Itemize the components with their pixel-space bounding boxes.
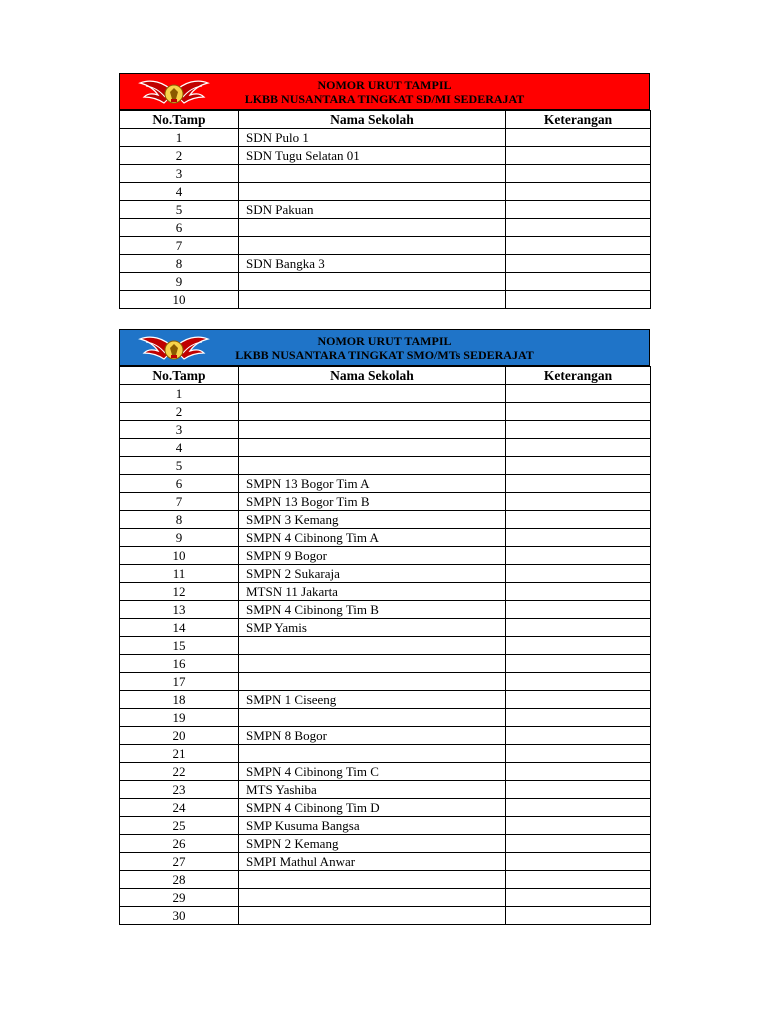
cell-keterangan [506, 129, 651, 147]
table-row [120, 907, 651, 925]
cell-no-tamp: 4 [120, 183, 239, 201]
cell-keterangan [506, 691, 651, 709]
cell-keterangan [506, 165, 651, 183]
header-keterangan: Keterangan [506, 111, 651, 129]
cell-keterangan [506, 583, 651, 601]
cell-nama-sekolah [239, 889, 506, 907]
table-row [120, 475, 651, 493]
header-no-tamp: No.Tamp [120, 367, 239, 385]
table-row [120, 237, 651, 255]
table-row [120, 457, 651, 475]
cell-nama-sekolah [239, 237, 506, 255]
section-smp-mts [119, 329, 650, 925]
cell-no-tamp: 10 [120, 547, 239, 565]
cell-nama-sekolah: SMP Yamis [239, 619, 506, 637]
cell-keterangan [506, 853, 651, 871]
cell-keterangan [506, 511, 651, 529]
cell-no-tamp: 1 [120, 129, 239, 147]
cell-keterangan [506, 709, 651, 727]
table-row [120, 529, 651, 547]
cell-keterangan [506, 273, 651, 291]
cell-nama-sekolah: SDN Pulo 1 [239, 129, 506, 147]
cell-no-tamp: 3 [120, 421, 239, 439]
cell-nama-sekolah [239, 655, 506, 673]
table-row [120, 565, 651, 583]
cell-no-tamp: 6 [120, 219, 239, 237]
cell-keterangan [506, 871, 651, 889]
header-no-tamp: No.Tamp [120, 111, 239, 129]
table-row [120, 745, 651, 763]
table-row [120, 547, 651, 565]
cell-nama-sekolah [239, 745, 506, 763]
cell-nama-sekolah: SDN Tugu Selatan 01 [239, 147, 506, 165]
cell-no-tamp: 23 [120, 781, 239, 799]
table-row [120, 165, 651, 183]
table-header-row [120, 367, 651, 385]
cell-nama-sekolah [239, 219, 506, 237]
cell-nama-sekolah: SMPN 9 Bogor [239, 547, 506, 565]
cell-nama-sekolah: SMPN 4 Cibinong Tim C [239, 763, 506, 781]
cell-nama-sekolah: SMPN 2 Kemang [239, 835, 506, 853]
cell-nama-sekolah: SMPN 3 Kemang [239, 511, 506, 529]
table-row [120, 201, 651, 219]
table-row [120, 709, 651, 727]
banner-title-line1: NOMOR URUT TAMPIL [317, 334, 452, 348]
cell-no-tamp: 19 [120, 709, 239, 727]
cell-nama-sekolah [239, 165, 506, 183]
cell-no-tamp: 25 [120, 817, 239, 835]
table-row [120, 183, 651, 201]
cell-nama-sekolah: SMPN 1 Ciseeng [239, 691, 506, 709]
cell-no-tamp: 1 [120, 385, 239, 403]
cell-no-tamp: 17 [120, 673, 239, 691]
cell-nama-sekolah [239, 291, 506, 309]
table-row [120, 871, 651, 889]
cell-no-tamp: 9 [120, 529, 239, 547]
cell-no-tamp: 21 [120, 745, 239, 763]
cell-keterangan [506, 421, 651, 439]
table-row [120, 673, 651, 691]
cell-nama-sekolah [239, 673, 506, 691]
cell-keterangan [506, 547, 651, 565]
cell-keterangan [506, 565, 651, 583]
cell-keterangan [506, 493, 651, 511]
cell-keterangan [506, 601, 651, 619]
header-nama-sekolah: Nama Sekolah [239, 111, 506, 129]
cell-no-tamp: 24 [120, 799, 239, 817]
cell-nama-sekolah [239, 457, 506, 475]
cell-no-tamp: 26 [120, 835, 239, 853]
cell-nama-sekolah [239, 439, 506, 457]
table-row [120, 147, 651, 165]
table-row [120, 273, 651, 291]
header-keterangan: Keterangan [506, 367, 651, 385]
cell-keterangan [506, 889, 651, 907]
cell-nama-sekolah: MTSN 11 Jakarta [239, 583, 506, 601]
table-row [120, 889, 651, 907]
table-row [120, 853, 651, 871]
table-row [120, 727, 651, 745]
table-row [120, 493, 651, 511]
cell-nama-sekolah: SMPN 13 Bogor Tim B [239, 493, 506, 511]
cell-nama-sekolah [239, 385, 506, 403]
cell-nama-sekolah [239, 273, 506, 291]
cell-keterangan [506, 183, 651, 201]
cell-keterangan [506, 673, 651, 691]
cell-no-tamp: 6 [120, 475, 239, 493]
cell-nama-sekolah: SDN Bangka 3 [239, 255, 506, 273]
table-row [120, 291, 651, 309]
cell-no-tamp: 28 [120, 871, 239, 889]
cell-nama-sekolah: SMPN 13 Bogor Tim A [239, 475, 506, 493]
cell-no-tamp: 11 [120, 565, 239, 583]
table-row [120, 835, 651, 853]
cell-nama-sekolah: SMP Kusuma Bangsa [239, 817, 506, 835]
section-sd-mi [119, 73, 650, 309]
cell-nama-sekolah: SMPN 4 Cibinong Tim D [239, 799, 506, 817]
cell-nama-sekolah: SDN Pakuan [239, 201, 506, 219]
cell-keterangan [506, 147, 651, 165]
cell-keterangan [506, 637, 651, 655]
cell-no-tamp: 18 [120, 691, 239, 709]
cell-nama-sekolah [239, 871, 506, 889]
cell-no-tamp: 10 [120, 291, 239, 309]
cell-no-tamp: 15 [120, 637, 239, 655]
cell-nama-sekolah [239, 183, 506, 201]
cell-keterangan [506, 835, 651, 853]
cell-nama-sekolah [239, 709, 506, 727]
cell-no-tamp: 5 [120, 201, 239, 219]
cell-nama-sekolah [239, 403, 506, 421]
table-row [120, 219, 651, 237]
banner-title-line1: NOMOR URUT TAMPIL [317, 78, 452, 92]
cell-keterangan [506, 817, 651, 835]
cell-no-tamp: 12 [120, 583, 239, 601]
cell-keterangan [506, 385, 651, 403]
cell-keterangan [506, 529, 651, 547]
banner-title-line2: LKBB NUSANTARA TINGKAT SMO/MTs SEDERAJAT [235, 348, 534, 362]
cell-keterangan [506, 907, 651, 925]
table-row [120, 799, 651, 817]
eagle-emblem-icon [138, 333, 210, 365]
cell-keterangan [506, 475, 651, 493]
cell-keterangan [506, 219, 651, 237]
table-row [120, 511, 651, 529]
cell-nama-sekolah [239, 421, 506, 439]
section-banner [119, 329, 650, 366]
cell-no-tamp: 27 [120, 853, 239, 871]
table-row [120, 421, 651, 439]
table-row [120, 619, 651, 637]
table-row [120, 583, 651, 601]
cell-nama-sekolah: SMPN 2 Sukaraja [239, 565, 506, 583]
cell-keterangan [506, 763, 651, 781]
table-row [120, 781, 651, 799]
table-row [120, 817, 651, 835]
cell-no-tamp: 20 [120, 727, 239, 745]
cell-keterangan [506, 655, 651, 673]
cell-keterangan [506, 255, 651, 273]
table-row [120, 385, 651, 403]
cell-no-tamp: 8 [120, 511, 239, 529]
header-nama-sekolah: Nama Sekolah [239, 367, 506, 385]
cell-keterangan [506, 291, 651, 309]
cell-no-tamp: 2 [120, 147, 239, 165]
cell-no-tamp: 5 [120, 457, 239, 475]
table-row [120, 763, 651, 781]
cell-no-tamp: 7 [120, 493, 239, 511]
cell-keterangan [506, 745, 651, 763]
table-row [120, 691, 651, 709]
order-table-smp-mts [119, 366, 651, 925]
order-table-sd-mi [119, 110, 651, 309]
cell-nama-sekolah: MTS Yashiba [239, 781, 506, 799]
cell-no-tamp: 9 [120, 273, 239, 291]
cell-keterangan [506, 727, 651, 745]
cell-nama-sekolah: SMPN 8 Bogor [239, 727, 506, 745]
banner-title-line2: LKBB NUSANTARA TINGKAT SD/MI SEDERAJAT [244, 92, 525, 106]
cell-no-tamp: 8 [120, 255, 239, 273]
table-header-row [120, 111, 651, 129]
cell-no-tamp: 7 [120, 237, 239, 255]
cell-keterangan [506, 457, 651, 475]
cell-keterangan [506, 781, 651, 799]
cell-keterangan [506, 799, 651, 817]
cell-no-tamp: 13 [120, 601, 239, 619]
table-body [120, 129, 651, 309]
cell-no-tamp: 16 [120, 655, 239, 673]
cell-nama-sekolah: SMPN 4 Cibinong Tim B [239, 601, 506, 619]
cell-keterangan [506, 619, 651, 637]
table-row [120, 655, 651, 673]
cell-no-tamp: 14 [120, 619, 239, 637]
cell-nama-sekolah [239, 907, 506, 925]
cell-no-tamp: 2 [120, 403, 239, 421]
table-body [120, 385, 651, 925]
cell-no-tamp: 4 [120, 439, 239, 457]
cell-keterangan [506, 439, 651, 457]
cell-no-tamp: 22 [120, 763, 239, 781]
cell-keterangan [506, 403, 651, 421]
table-row [120, 601, 651, 619]
cell-keterangan [506, 201, 651, 219]
eagle-emblem-icon [138, 77, 210, 109]
cell-nama-sekolah: SMPN 4 Cibinong Tim A [239, 529, 506, 547]
cell-no-tamp: 3 [120, 165, 239, 183]
table-row [120, 129, 651, 147]
cell-nama-sekolah: SMPI Mathul Anwar [239, 853, 506, 871]
section-banner [119, 73, 650, 110]
cell-no-tamp: 30 [120, 907, 239, 925]
table-row [120, 637, 651, 655]
table-row [120, 403, 651, 421]
cell-keterangan [506, 237, 651, 255]
table-row [120, 439, 651, 457]
table-row [120, 255, 651, 273]
cell-nama-sekolah [239, 637, 506, 655]
cell-no-tamp: 29 [120, 889, 239, 907]
